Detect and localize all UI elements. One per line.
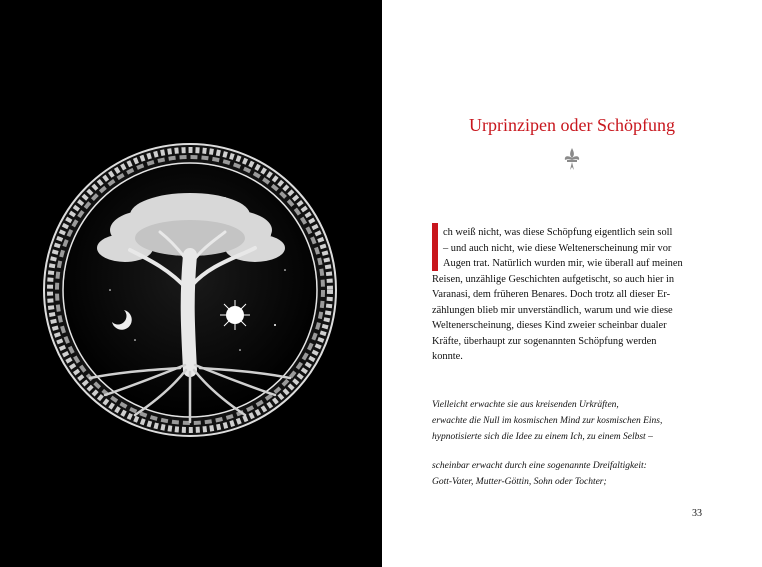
poem-line: erwachte die Null im kosmischen Mind zur kosmischen Eins, [432, 416, 663, 426]
poem-line: Gott-Vater, Mutter-Göttin, Sohn oder Tochter; [432, 477, 607, 487]
poem-stanza-1 [432, 397, 712, 445]
tree-of-life-icon [40, 140, 340, 440]
body-paragraph [432, 225, 700, 365]
right-page [382, 0, 762, 567]
page-number: 33 [692, 508, 702, 519]
poem-stanza-2 [432, 458, 712, 490]
body-line: ch weiß nicht, was diese Schöpfung eigentlich sein soll [443, 227, 673, 238]
body-line: Reisen, unzählige Geschichten aufgetischt, so auch hier in [432, 273, 675, 285]
body-line: Weltenerscheinung, dieses Kind zweier scheinbar dualer [432, 320, 667, 331]
fleur-de-lis-icon [564, 148, 580, 170]
body-line: konnte. [432, 351, 463, 362]
poem-line: scheinbar erwacht durch eine sogenannte Dreifaltigkeit: [432, 461, 647, 471]
poem-line: hypnotisierte sich die Idee zu einem Ich, zu einem Selbst – [432, 432, 653, 442]
body-line: Varanasi, dem früheren Benares. Doch trotz all dieser Er- [432, 289, 671, 300]
poem-line: Vielleicht erwachte sie aus kreisenden Urkräften, [432, 400, 619, 410]
chapter-title: Urprinzipen oder Schöpfung [469, 115, 675, 135]
body-line: zählungen blieb mir unverständlich, warum und wie diese [432, 304, 673, 316]
body-line: Augen trat. Natürlich wurden mir, wie überall auf meinen [443, 258, 683, 269]
body-line: Kräfte, überhaupt zur sogenannten Schöpfung werden [432, 335, 657, 347]
body-line: – und auch nicht, wie diese Weltenerscheinung mir vor [443, 242, 672, 254]
